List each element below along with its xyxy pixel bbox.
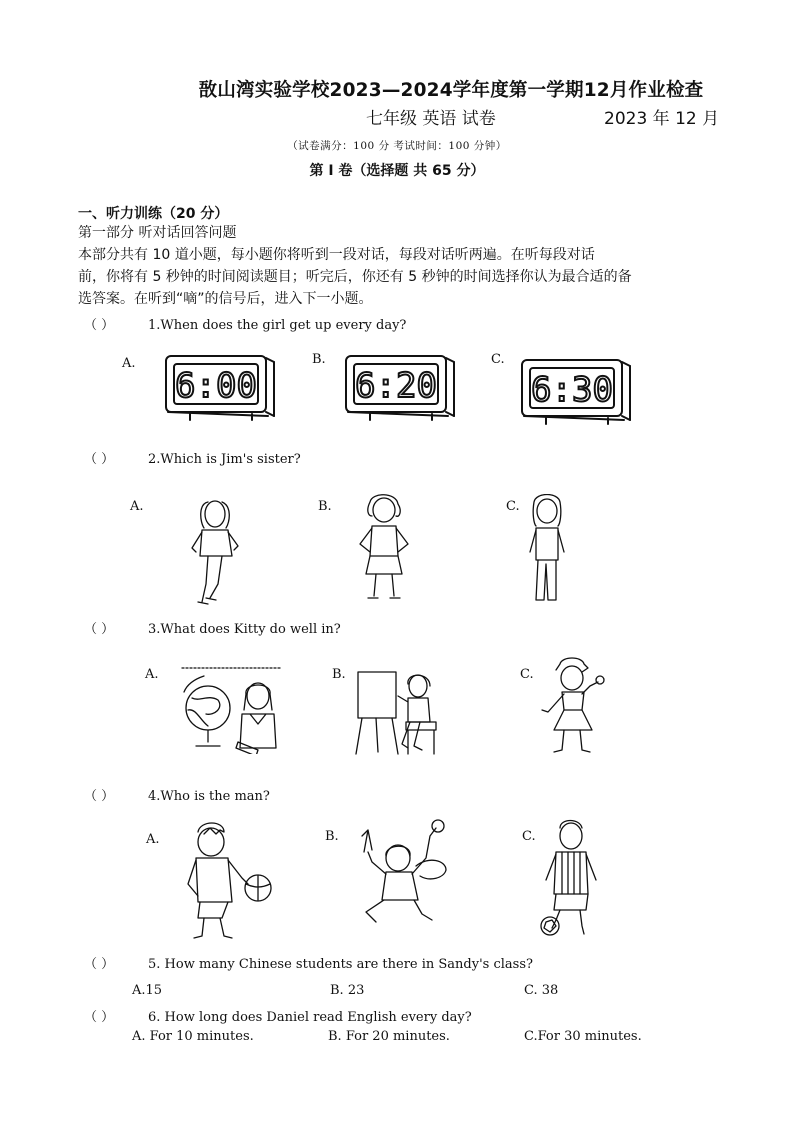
q4-option-a-basketball-player-image <box>176 818 276 942</box>
q3-option-b-label: B. <box>332 667 346 682</box>
q5-option-c: C. 38 <box>524 983 559 998</box>
clock-digits: 6:30 <box>531 370 613 410</box>
answer-bracket[interactable]: （ ） <box>84 789 115 804</box>
answer-bracket[interactable]: （ ） <box>84 452 115 467</box>
exam-date: 2023 年 12 月 <box>604 109 720 129</box>
q2-option-c-girl-image <box>522 494 572 608</box>
q3-option-c-singing-image <box>534 656 614 756</box>
instruction-line-1: 本部分共有 10 道小题，每小题你将听到一段对话，每段对话听两遍。在听每段对话 <box>78 247 595 263</box>
q3-option-c-label: C. <box>520 667 534 682</box>
section-part1: 第一部分 听对话回答问题 <box>78 225 237 241</box>
q4-option-a-label: A. <box>146 832 160 847</box>
q1-option-a-clock <box>160 352 280 424</box>
question-text: 5. How many Chinese students are there in Sandy's class? <box>148 957 533 972</box>
q4-option-c-soccer-player-image <box>538 816 616 940</box>
question-2 <box>84 448 301 467</box>
q1-option-c-clock <box>516 356 636 428</box>
q6-option-c: C.For 30 minutes. <box>524 1029 642 1044</box>
q3-option-a-label: A. <box>145 667 159 682</box>
answer-bracket[interactable]: （ ） <box>84 957 115 972</box>
question-1 <box>84 314 406 333</box>
q2-option-b-girl-image <box>348 492 420 604</box>
q1-option-b-clock <box>340 352 460 424</box>
question-4 <box>84 785 270 804</box>
question-5 <box>84 953 533 972</box>
clock-digits: 6:00 <box>175 366 257 406</box>
question-text: 3.What does Kitty do well in? <box>148 622 341 637</box>
instruction-line-3: 选答案。在听到“嘀”的信号后，进入下一小题。 <box>78 291 373 307</box>
question-text: 1.When does the girl get up every day? <box>148 318 407 333</box>
answer-bracket[interactable]: （ ） <box>84 318 115 333</box>
q1-option-c-label: C. <box>491 352 505 367</box>
q3-option-b-painting-image <box>352 662 444 758</box>
question-text: 6. How long does Daniel read English every day? <box>148 1010 472 1025</box>
q1-option-a-label: A. <box>122 356 136 371</box>
q5-option-b: B. 23 <box>330 983 365 998</box>
q3-option-a-geography-image <box>178 664 286 754</box>
exam-title: 敔山湾实验学校2023—2024学年度第一学期12月作业检查 <box>198 80 704 101</box>
q6-option-b: B. For 20 minutes. <box>328 1029 450 1044</box>
exam-info: （试卷满分：100 分 考试时间：100 分钟） <box>287 140 507 152</box>
instruction-line-2: 前，你将有 5 秒钟的时间阅读题目；听完后，你还有 5 秒钟的时间选择你认为最合适的备 <box>78 269 632 285</box>
question-6 <box>84 1006 472 1025</box>
q1-option-b-label: B. <box>312 352 326 367</box>
part-title: 第 I 卷（选择题 共 65 分） <box>309 163 485 179</box>
q2-option-a-girl-image <box>180 494 250 610</box>
exam-subtitle: 七年级 英语 试卷 <box>366 109 496 129</box>
q6-option-a: A. For 10 minutes. <box>132 1029 254 1044</box>
q2-option-a-label: A. <box>130 499 144 514</box>
q5-option-a: A.15 <box>132 983 163 998</box>
question-text: 4.Who is the man? <box>148 789 270 804</box>
q4-option-b-volleyball-player-image <box>346 816 456 926</box>
answer-bracket[interactable]: （ ） <box>84 1010 115 1025</box>
q4-option-b-label: B. <box>325 829 339 844</box>
question-3 <box>84 618 341 637</box>
clock-digits: 6:20 <box>355 366 437 406</box>
q2-option-c-label: C. <box>506 499 520 514</box>
q4-option-c-label: C. <box>522 829 536 844</box>
q2-option-b-label: B. <box>318 499 332 514</box>
question-text: 2.Which is Jim's sister? <box>148 452 301 467</box>
section-title: 一、听力训练（20 分） <box>78 206 229 222</box>
answer-bracket[interactable]: （ ） <box>84 622 115 637</box>
